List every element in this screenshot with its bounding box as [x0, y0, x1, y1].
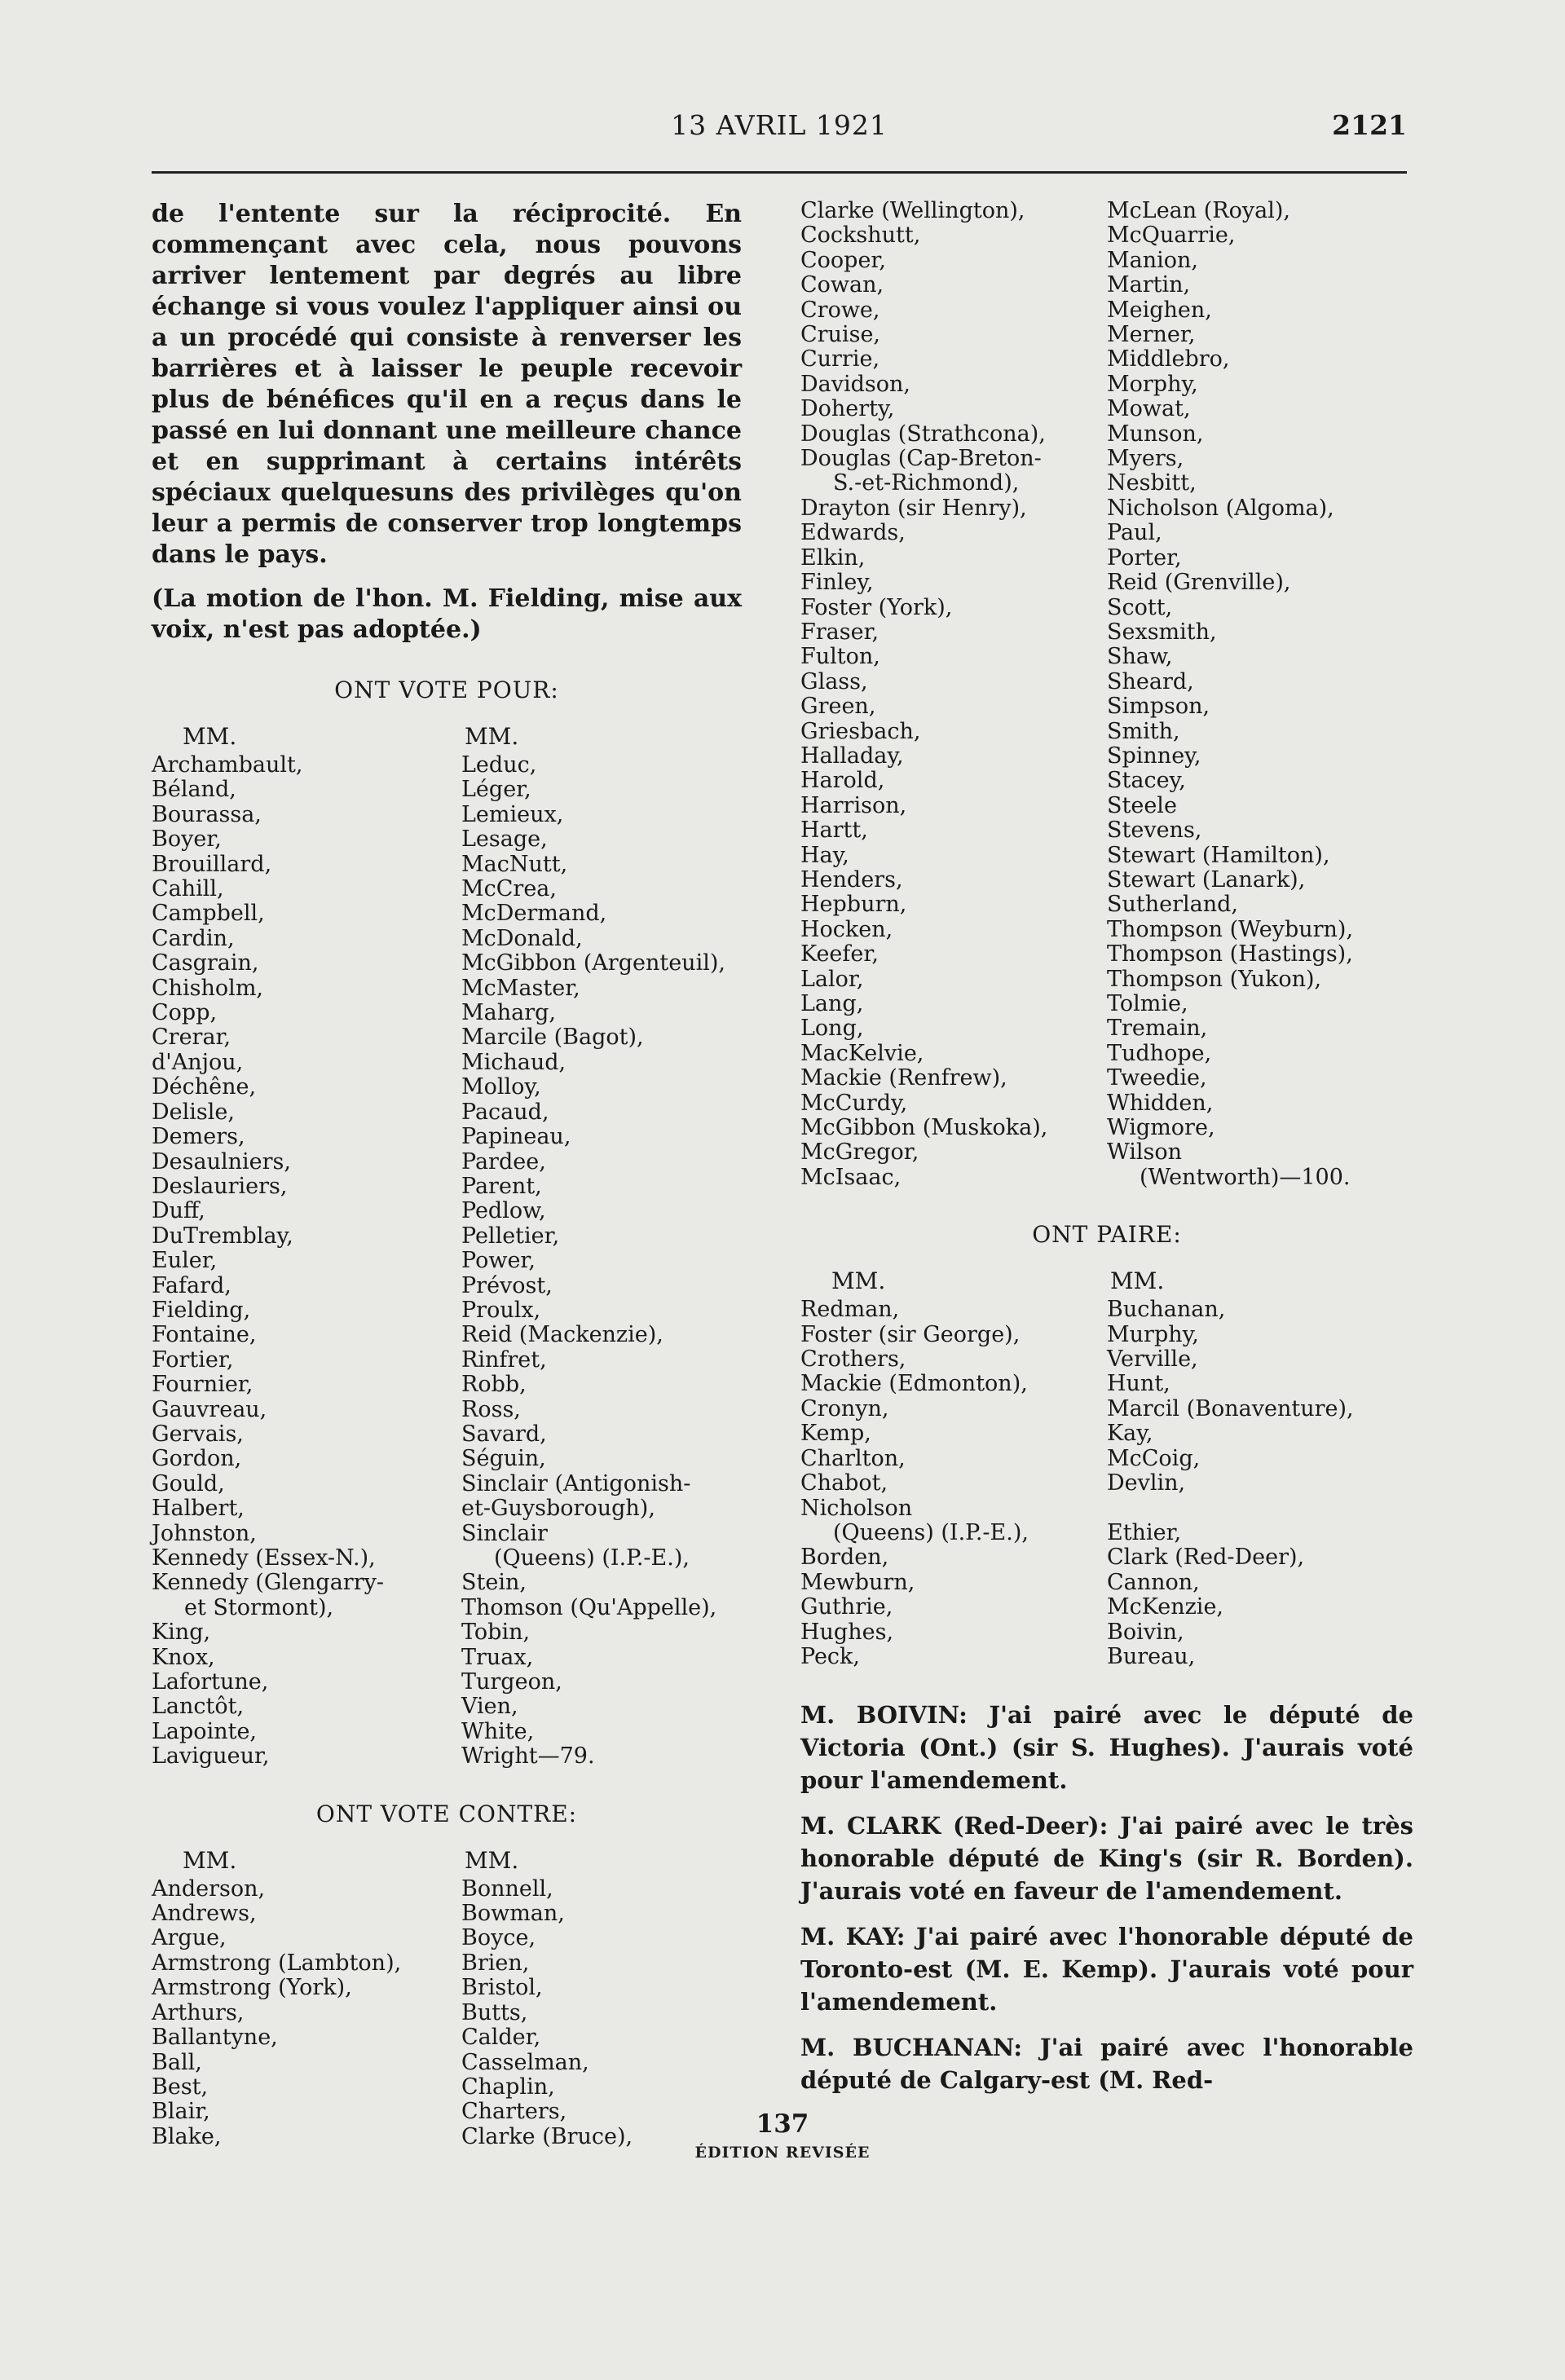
footer-page-number: 137	[756, 2109, 809, 2139]
member-name: Finley,	[800, 570, 874, 596]
member-name: Vien,	[461, 1694, 518, 1720]
member-name: McDermand,	[461, 901, 607, 927]
member-name: Thompson (Weyburn),	[1107, 916, 1354, 942]
pour-list	[152, 753, 742, 1770]
member-name: Euler,	[152, 1248, 218, 1274]
member-name: Boyer,	[152, 826, 222, 853]
member-name: Morphy,	[1107, 371, 1198, 397]
contre-cont-list	[800, 199, 1413, 1190]
member-name: Davidson,	[800, 371, 910, 397]
member-name: Bristol,	[461, 1975, 543, 2001]
member-name: Nicholson	[800, 1495, 913, 1521]
member-name: Hughes,	[800, 1619, 894, 1645]
paire-mm-row	[800, 1267, 1413, 1294]
member-name: Sheard,	[1107, 668, 1194, 694]
member-name: Fulton,	[800, 644, 880, 670]
member-name: Kemp,	[800, 1421, 871, 1447]
member-name: Proulx,	[461, 1297, 541, 1323]
member-name: Molloy,	[461, 1074, 541, 1100]
member-name: Bonnell,	[461, 1875, 553, 1902]
member-name: Long,	[800, 1016, 864, 1042]
member-name: Shaw,	[1107, 644, 1173, 670]
member-name: Blake,	[152, 2123, 222, 2149]
member-name: Tolmie,	[1107, 991, 1188, 1016]
member-name: Duff,	[152, 1198, 205, 1224]
member-name: Myers,	[1107, 446, 1184, 472]
member-name: Cockshutt,	[800, 223, 921, 249]
member-name: Ball,	[152, 2049, 202, 2075]
member-name: Déchêne,	[152, 1074, 257, 1100]
member-name: Cardin,	[152, 925, 235, 951]
member-name: Lavigueur,	[152, 1743, 270, 1770]
member-name: Halbert,	[152, 1496, 245, 1522]
member-name: Cruise,	[800, 322, 881, 348]
member-name: Kennedy (Glengarry-	[152, 1570, 384, 1596]
paire-col1	[800, 1298, 1107, 1669]
member-name: Douglas (Cap-Breton-	[800, 446, 1042, 472]
member-name: Pardee,	[461, 1148, 546, 1175]
member-name: Fielding,	[152, 1297, 251, 1323]
member-name: Manion,	[1107, 247, 1198, 273]
contre-heading: ONT VOTE CONTRE:	[315, 1800, 578, 1827]
mm-label: MM.	[831, 1267, 886, 1295]
member-name: Martin,	[1107, 272, 1191, 298]
member-name: Nicholson (Algoma),	[1107, 495, 1334, 521]
member-name: Stewart (Hamilton),	[1107, 842, 1330, 868]
member-name: Marcil (Bonaventure),	[1107, 1395, 1354, 1421]
member-name: Gervais,	[152, 1421, 244, 1447]
member-name: Cahill,	[152, 876, 224, 902]
member-name: Truax,	[461, 1644, 534, 1670]
member-name: Thompson (Yukon),	[1107, 966, 1322, 992]
member-name: Smith,	[1107, 718, 1180, 744]
member-name: Tudhope,	[1107, 1040, 1212, 1066]
member-name: Casgrain,	[152, 950, 259, 976]
member-name: MacKelvie,	[800, 1040, 924, 1066]
member-name: Cronyn,	[800, 1395, 889, 1421]
member-name: Reid (Mackenzie),	[461, 1322, 663, 1348]
member-name: Drayton (sir Henry),	[800, 495, 1027, 521]
member-name: Clark (Red-Deer),	[1107, 1545, 1305, 1571]
member-name: Stevens,	[1107, 818, 1202, 844]
running-header	[152, 109, 1407, 152]
member-name: Parent,	[461, 1173, 542, 1199]
member-name: Best,	[152, 2074, 209, 2100]
member-name: MacNutt,	[461, 851, 568, 877]
member-name: Prévost,	[461, 1272, 553, 1298]
member-name: Simpson,	[1107, 694, 1210, 720]
member-name: McIsaac,	[800, 1164, 902, 1190]
statement-clark: M. CLARK (Red-Deer): J'ai pairé avec le très honorable député de King's (sir R. Borden). J'aurais voté en faveur de l'amendement.	[800, 1812, 1413, 1906]
member-name: Fortier,	[152, 1346, 234, 1373]
member-name: Middlebro,	[1107, 346, 1230, 372]
statement-kay: M. KAY: J'ai pairé avec l'honorable député de Toronto-est (M. E. Kemp). J'aurais voté pour l'amendement.	[800, 1923, 1413, 2016]
member-name: McLean (Royal),	[1107, 198, 1290, 223]
member-name: Harold,	[800, 768, 885, 794]
member-name: Lang,	[800, 991, 864, 1016]
contre-list	[152, 1877, 742, 2149]
member-name: Anderson,	[152, 1875, 266, 1902]
member-name: Copp,	[152, 1000, 218, 1026]
pour-col2	[461, 753, 725, 1770]
member-name: Cooper,	[800, 247, 886, 273]
member-name: Lafortune,	[152, 1669, 269, 1695]
member-name: Borden,	[800, 1545, 889, 1571]
member-name: Leduc,	[461, 752, 537, 778]
member-name: Wilson	[1107, 1139, 1183, 1166]
pairing-statements	[800, 1699, 1413, 2096]
member-name: Clarke (Wellington),	[800, 198, 1025, 223]
member-name: Munson,	[1107, 421, 1204, 447]
mm-label: MM.	[1110, 1267, 1165, 1295]
member-name: Tweedie,	[1107, 1065, 1207, 1091]
member-name: (Wentworth)—100.	[1140, 1164, 1351, 1190]
member-name: Stacey,	[1107, 768, 1186, 794]
member-name: Gauvreau,	[152, 1396, 267, 1422]
member-name: King,	[152, 1620, 211, 1646]
member-name: Cannon,	[1107, 1569, 1200, 1595]
member-name: Maharg,	[461, 1000, 557, 1026]
member-name: Scott,	[1107, 594, 1173, 620]
member-name: Lapointe,	[152, 1718, 258, 1744]
member-name: Marcile (Bagot),	[461, 1025, 644, 1051]
member-name: Steele	[1107, 792, 1177, 818]
member-name: Nesbitt,	[1107, 470, 1197, 496]
member-name: Sexsmith,	[1107, 619, 1217, 645]
member-name: Power,	[461, 1248, 536, 1274]
contre-mm-row	[152, 1847, 742, 1874]
member-name: Sinclair (Antigonish-	[461, 1470, 691, 1496]
right-column	[800, 199, 1413, 2096]
member-name: Deslauriers,	[152, 1173, 288, 1199]
member-name: Brouillard,	[152, 851, 272, 877]
member-name: Lanctôt,	[152, 1694, 245, 1720]
member-name: Andrews,	[152, 1901, 257, 1927]
member-name: McGibbon (Argenteuil),	[461, 950, 725, 976]
member-name: Foster (York),	[800, 594, 953, 620]
member-name: Blair,	[152, 2099, 210, 2125]
member-name: Campbell,	[152, 901, 265, 927]
member-name: Fafard,	[152, 1272, 231, 1298]
motion-result: (La motion de l'hon. M. Fielding, mise aux voix, n'est pas adoptée.)	[152, 584, 742, 644]
member-name: Murphy,	[1107, 1321, 1199, 1347]
member-name: McMaster,	[461, 975, 580, 1001]
member-name: Demers,	[152, 1124, 245, 1150]
member-name: Guthrie,	[800, 1594, 893, 1620]
member-name: Boyce,	[461, 1925, 536, 1951]
member-name: Tremain,	[1107, 1016, 1208, 1042]
member-name: Argue,	[152, 1925, 227, 1951]
member-name: et-Guysborough),	[461, 1496, 655, 1522]
member-name: Meighen,	[1107, 297, 1212, 323]
member-name: Keefer,	[800, 941, 879, 967]
member-name: Devlin,	[1107, 1470, 1186, 1496]
member-name: Mewburn,	[800, 1569, 915, 1595]
member-name: McGregor,	[800, 1139, 919, 1166]
member-name: Whidden,	[1107, 1090, 1214, 1116]
member-name: Chabot,	[800, 1470, 888, 1496]
mm-label: MM.	[183, 723, 237, 750]
member-name: Ross,	[461, 1396, 521, 1422]
member-name: McQuarrie,	[1107, 223, 1236, 249]
member-name: Crowe,	[800, 297, 880, 323]
member-name: Tobin,	[461, 1620, 531, 1646]
member-name: Mackie (Edmonton),	[800, 1371, 1028, 1397]
member-name: DuTremblay,	[152, 1223, 293, 1249]
member-name: Crerar,	[152, 1025, 231, 1051]
paire-list	[800, 1298, 1413, 1669]
pour-col1	[152, 753, 461, 1770]
member-name: Delisle,	[152, 1099, 235, 1125]
member-name: Hepburn,	[800, 892, 907, 918]
member-name: Paul,	[1107, 520, 1162, 546]
member-name: Thomson (Qu'Appelle),	[461, 1594, 717, 1620]
member-name: Lesage,	[461, 826, 548, 853]
member-name: Wigmore,	[1107, 1115, 1215, 1141]
member-name: McCoig,	[1107, 1445, 1201, 1471]
member-name: Currie,	[800, 346, 880, 372]
member-name: Ethier,	[1107, 1519, 1182, 1545]
member-name: Sutherland,	[1107, 892, 1238, 918]
member-name: Robb,	[461, 1372, 527, 1398]
member-name: Pelletier,	[461, 1223, 560, 1249]
member-name: Papineau,	[461, 1124, 571, 1150]
member-name: Rinfret,	[461, 1346, 547, 1373]
header-page-number: 2121	[1332, 109, 1407, 141]
member-name: Brien,	[461, 1950, 530, 1976]
member-name: Casselman,	[461, 2049, 589, 2075]
member-name: Halladay,	[800, 743, 904, 769]
member-name: Bureau,	[1107, 1643, 1196, 1669]
member-name: Mowat,	[1107, 396, 1191, 422]
member-name: (Queens) (I.P.-E.),	[833, 1519, 1029, 1545]
member-name: Kay,	[1107, 1421, 1153, 1447]
member-name: Ballantyne,	[152, 2025, 278, 2051]
contre-col1	[152, 1877, 461, 2149]
member-name: Edwards,	[800, 520, 906, 546]
paire-heading: ONT PAIRE:	[1032, 1221, 1182, 1249]
pour-mm-row	[152, 723, 742, 750]
member-name: Bowman,	[461, 1901, 565, 1927]
member-name: Hay,	[800, 842, 849, 868]
member-name: Hunt,	[1107, 1371, 1170, 1397]
member-name: Reid (Grenville),	[1107, 570, 1291, 596]
member-name: Hartt,	[800, 818, 868, 844]
contre-cont-col1	[800, 199, 1107, 1190]
member-name: Pacaud,	[461, 1099, 549, 1125]
member-name: Henders,	[800, 866, 903, 892]
member-name: Calder,	[461, 2025, 541, 2051]
member-name: d'Anjou,	[152, 1049, 244, 1075]
member-name: Lalor,	[800, 966, 864, 992]
member-name: Thompson (Hastings),	[1107, 941, 1353, 967]
member-name: Crothers,	[800, 1346, 906, 1373]
member-name: Charlton,	[800, 1445, 906, 1471]
member-name: Sinclair	[461, 1520, 548, 1546]
member-name: Hocken,	[800, 916, 893, 942]
member-name: Armstrong (Lambton),	[152, 1950, 402, 1976]
mm-label: MM.	[465, 723, 519, 750]
member-name: Green,	[800, 694, 876, 720]
member-name: Stein,	[461, 1570, 527, 1596]
member-name: Clarke (Bruce),	[461, 2123, 633, 2149]
member-name: (Queens) (I.P.-E.),	[494, 1545, 690, 1571]
mm-label: MM.	[183, 1846, 237, 1874]
paire-col2	[1107, 1298, 1354, 1669]
member-name: McCrea,	[461, 876, 557, 902]
pour-heading: ONT VOTE POUR:	[334, 677, 559, 703]
mm-label: MM.	[465, 1846, 519, 1874]
member-name: Redman,	[800, 1297, 900, 1323]
member-name: Cowan,	[800, 272, 884, 298]
member-name: S.-et-Richmond),	[833, 470, 1020, 496]
member-name: Turgeon,	[461, 1669, 562, 1695]
member-name: McKenzie,	[1107, 1594, 1224, 1620]
statement-buchanan: M. BUCHANAN: J'ai pairé avec l'honorable député de Calgary-est (M. Red-	[800, 2034, 1413, 2095]
member-name: Gordon,	[152, 1446, 242, 1472]
member-name: Spinney,	[1107, 743, 1201, 769]
member-name: Merner,	[1107, 322, 1196, 348]
member-name: Doherty,	[800, 396, 895, 422]
member-name: White,	[461, 1718, 535, 1744]
member-name: Béland,	[152, 777, 236, 803]
member-name: Gould,	[152, 1470, 225, 1496]
intro-paragraph: de l'entente sur la réciprocité. En commençant avec cela, nous pouvons arriver lentement par degrés au libre échange si vous voulez l'appliquer ainsi ou a un procédé qui consiste à renverser les barrières et à laisser le peuple recevoir plus de bénéfices qu'il en a reçus dans le passé en lui donnant une meilleure chance et en supprimant à certains intérêts spéciaux quelquesuns des privilèges qu'on leur a permis de conserver trop longtemps dans le pays.	[152, 200, 742, 569]
member-name: Lemieux,	[461, 801, 564, 827]
member-name: Charters,	[461, 2099, 567, 2125]
member-name: Verville,	[1107, 1346, 1198, 1373]
member-name	[1107, 1496, 1354, 1521]
footer-edition: ÉDITION REVISÉE	[694, 2144, 871, 2162]
member-name: Griesbach,	[800, 718, 921, 744]
member-name: Knox,	[152, 1644, 215, 1670]
member-name: Johnston,	[152, 1520, 257, 1546]
member-name: Peck,	[800, 1643, 860, 1669]
member-name: Boivin,	[1107, 1619, 1184, 1645]
member-name: et Stormont),	[184, 1594, 334, 1620]
member-name: McGibbon (Muskoka),	[800, 1115, 1048, 1141]
left-column	[152, 199, 742, 2149]
contre-cont-col2	[1107, 199, 1353, 1190]
member-name: Arthurs,	[152, 1999, 245, 2025]
member-name: Desaulniers,	[152, 1148, 291, 1175]
member-name: Archambault,	[152, 752, 303, 778]
member-name: Fontaine,	[152, 1322, 257, 1348]
member-name: Douglas (Strathcona),	[800, 421, 1046, 447]
member-name: Savard,	[461, 1421, 547, 1447]
member-name: Harrison,	[800, 792, 907, 818]
contre-col2	[461, 1877, 633, 2149]
header-rule	[152, 171, 1407, 174]
member-name: Michaud,	[461, 1049, 566, 1075]
member-name: Bourassa,	[152, 801, 262, 827]
member-name: Stewart (Lanark),	[1107, 866, 1306, 892]
member-name: Chaplin,	[461, 2074, 555, 2100]
member-name: Fournier,	[152, 1372, 253, 1398]
member-name: Fraser,	[800, 619, 879, 645]
member-name: Butts,	[461, 1999, 528, 2025]
member-name: Porter,	[1107, 544, 1182, 571]
member-name: Pedlow,	[461, 1198, 546, 1224]
member-name: Armstrong (York),	[152, 1975, 352, 2001]
member-name: Buchanan,	[1107, 1297, 1226, 1323]
statement-boivin: M. BOIVIN: J'ai pairé avec le député de Victoria (Ont.) (sir S. Hughes). J'aurais voté pour l'amendement.	[800, 1701, 1413, 1795]
member-name: Chisholm,	[152, 975, 264, 1001]
member-name: Séguin,	[461, 1446, 546, 1472]
member-name: Léger,	[461, 777, 531, 803]
header-date: 13 AVRIL 1921	[671, 109, 888, 141]
member-name: Foster (sir George),	[800, 1321, 1021, 1347]
member-name: Elkin,	[800, 544, 866, 571]
member-name: Glass,	[800, 668, 868, 694]
member-name: Wright—79.	[461, 1743, 595, 1770]
member-name: McDonald,	[461, 925, 583, 951]
member-name: Mackie (Renfrew),	[800, 1065, 1007, 1091]
member-name: Kennedy (Essex-N.),	[152, 1545, 376, 1571]
member-name: McCurdy,	[800, 1090, 908, 1116]
